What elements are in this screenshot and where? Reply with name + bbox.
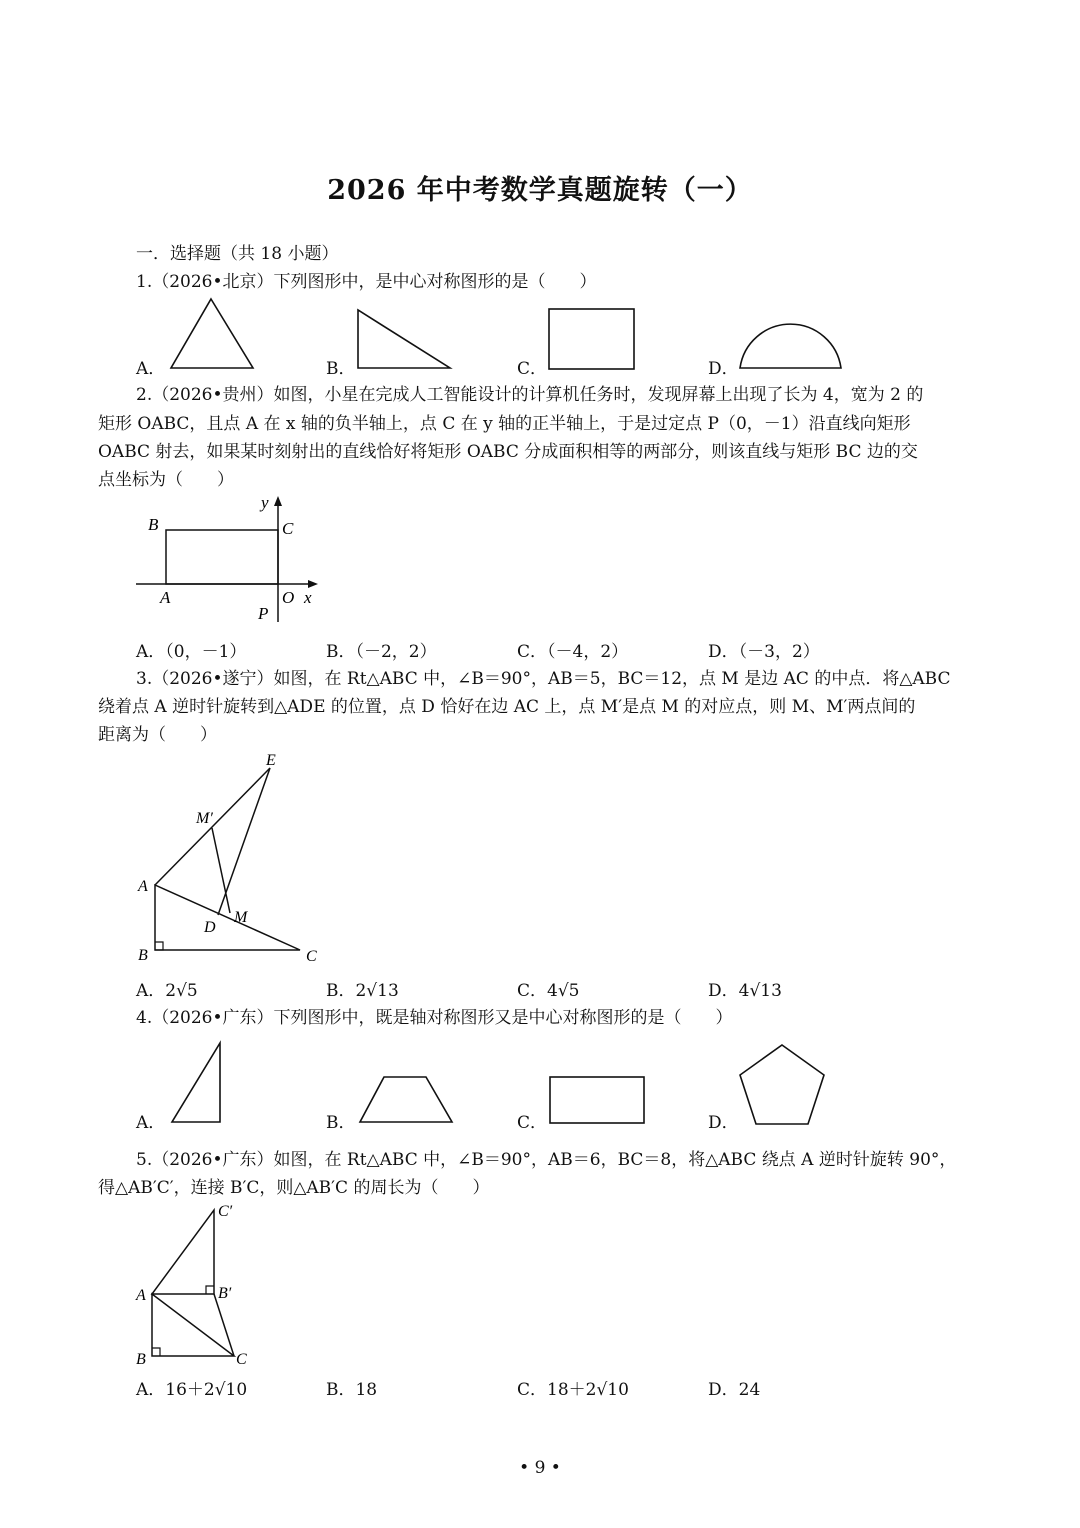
q5-option-d: D．24 (708, 1380, 761, 1400)
q5-label-bprime: B′ (218, 1285, 232, 1302)
q3-line3: 距离为（ ） (98, 725, 217, 745)
q3-option-c: C．4√5 (517, 981, 580, 1001)
q3-label-mprime: M′ (196, 810, 213, 827)
q3-label-e: E (266, 752, 276, 769)
q2-coordinate-figure (136, 490, 326, 630)
q3-option-a: A．2√5 (136, 981, 198, 1001)
q5-rotation-figure (130, 1198, 260, 1370)
q2-label-p: P (258, 604, 269, 623)
q1-rectangle-figure (546, 306, 638, 372)
q2-label-y: y (261, 493, 269, 512)
q5-line2: 得△AB′C′，连接 B′C，则△AB′C 的周长为（ ） (98, 1178, 490, 1198)
section-heading: 一．选择题（共 18 小题） (136, 244, 339, 264)
q1-option-b: B． (326, 359, 356, 379)
q2-label-x: x (304, 588, 312, 607)
q1-right-triangle-figure (354, 306, 454, 372)
q3-label-m: M (234, 909, 248, 926)
q2-line2: 矩形 OABC，且点 A 在 x 轴的负半轴上，点 C 在 y 轴的正半轴上，于是过定点 P（0，－1）沿直线向矩形 (98, 414, 911, 434)
q4-rectangle-figure (546, 1074, 648, 1128)
q5-option-c: C．18＋2√10 (517, 1380, 629, 1400)
q3-label-c: C (306, 948, 317, 965)
q2-label-o: O (282, 588, 295, 607)
q1-option-a: A． (136, 359, 166, 379)
q3-line2: 绕着点 A 逆时针旋转到△ADE 的位置，点 D 恰好在边 AC 上，点 M′是点 M 的对应点，则 M、M′两点间的 (98, 697, 916, 717)
q3-label-a: A (138, 878, 148, 895)
q4-right-triangle-figure (168, 1040, 228, 1126)
q5-label-c: C (236, 1351, 247, 1368)
q4-trapezoid-figure (356, 1074, 456, 1126)
q3-option-d: D．4√13 (708, 981, 782, 1001)
q4-stem: 4.（2026•广东）下列图形中，既是轴对称图形又是中心对称图形的是（ ） (136, 1008, 733, 1028)
q2-line1: 2.（2026•贵州）如图，小星在完成人工智能设计的计算机任务时，发现屏幕上出现了长为 4，宽为 2 的 (136, 385, 924, 405)
q3-line1: 3.（2026•遂宁）如图，在 Rt△ABC 中，∠B＝90°，AB＝5，BC＝12，点 M 是边 AC 的中点．将△ABC (136, 669, 951, 689)
q3-rotation-figure (130, 750, 330, 966)
q1-stem: 1.（2026•北京）下列图形中，是中心对称图形的是（ ） (136, 272, 597, 292)
q1-option-d: D． (708, 359, 739, 379)
q2-option-d: D．（－3，2） (708, 642, 820, 662)
q1-triangle-figure (168, 296, 258, 372)
q5-label-cprime: C′ (218, 1203, 233, 1220)
q5-option-b: B．18 (326, 1380, 378, 1400)
q2-label-c: C (282, 519, 294, 538)
q2-label-a: A (160, 588, 171, 607)
q2-line4: 点坐标为（ ） (98, 470, 234, 490)
q1-semicircle-figure (736, 314, 846, 372)
q3-label-b: B (138, 947, 148, 964)
q1-option-c: C． (517, 359, 548, 379)
q2-line3: OABC 射去，如果某时刻射出的直线恰好将矩形 OABC 分成面积相等的两部分，则该直线与矩形 BC 边的交 (98, 442, 918, 462)
q5-label-a: A (136, 1287, 146, 1304)
q2-option-b: B．（－2，2） (326, 642, 437, 662)
q4-option-b: B． (326, 1113, 356, 1133)
page-title: 2026 年中考数学真题旋转（一） (327, 175, 753, 206)
q4-option-c: C． (517, 1113, 548, 1133)
q5-line1: 5.（2026•广东）如图，在 Rt△ABC 中，∠B＝90°，AB＝6，BC＝8，将△ABC 绕点 A 逆时针旋转 90°， (136, 1150, 957, 1170)
q2-label-b: B (148, 515, 159, 534)
q3-option-b: B．2√13 (326, 981, 399, 1001)
q4-option-d: D． (708, 1113, 739, 1133)
q4-option-a: A． (136, 1113, 166, 1133)
q5-option-a: A．16＋2√10 (136, 1380, 248, 1400)
q3-label-d: D (204, 919, 216, 936)
page-number: • 9 • (519, 1458, 561, 1478)
q2-option-a: A．（0，－1） (136, 642, 247, 662)
q2-option-c: C．（－4，2） (517, 642, 629, 662)
q5-label-b: B (136, 1351, 146, 1368)
q4-pentagon-figure (736, 1042, 828, 1128)
